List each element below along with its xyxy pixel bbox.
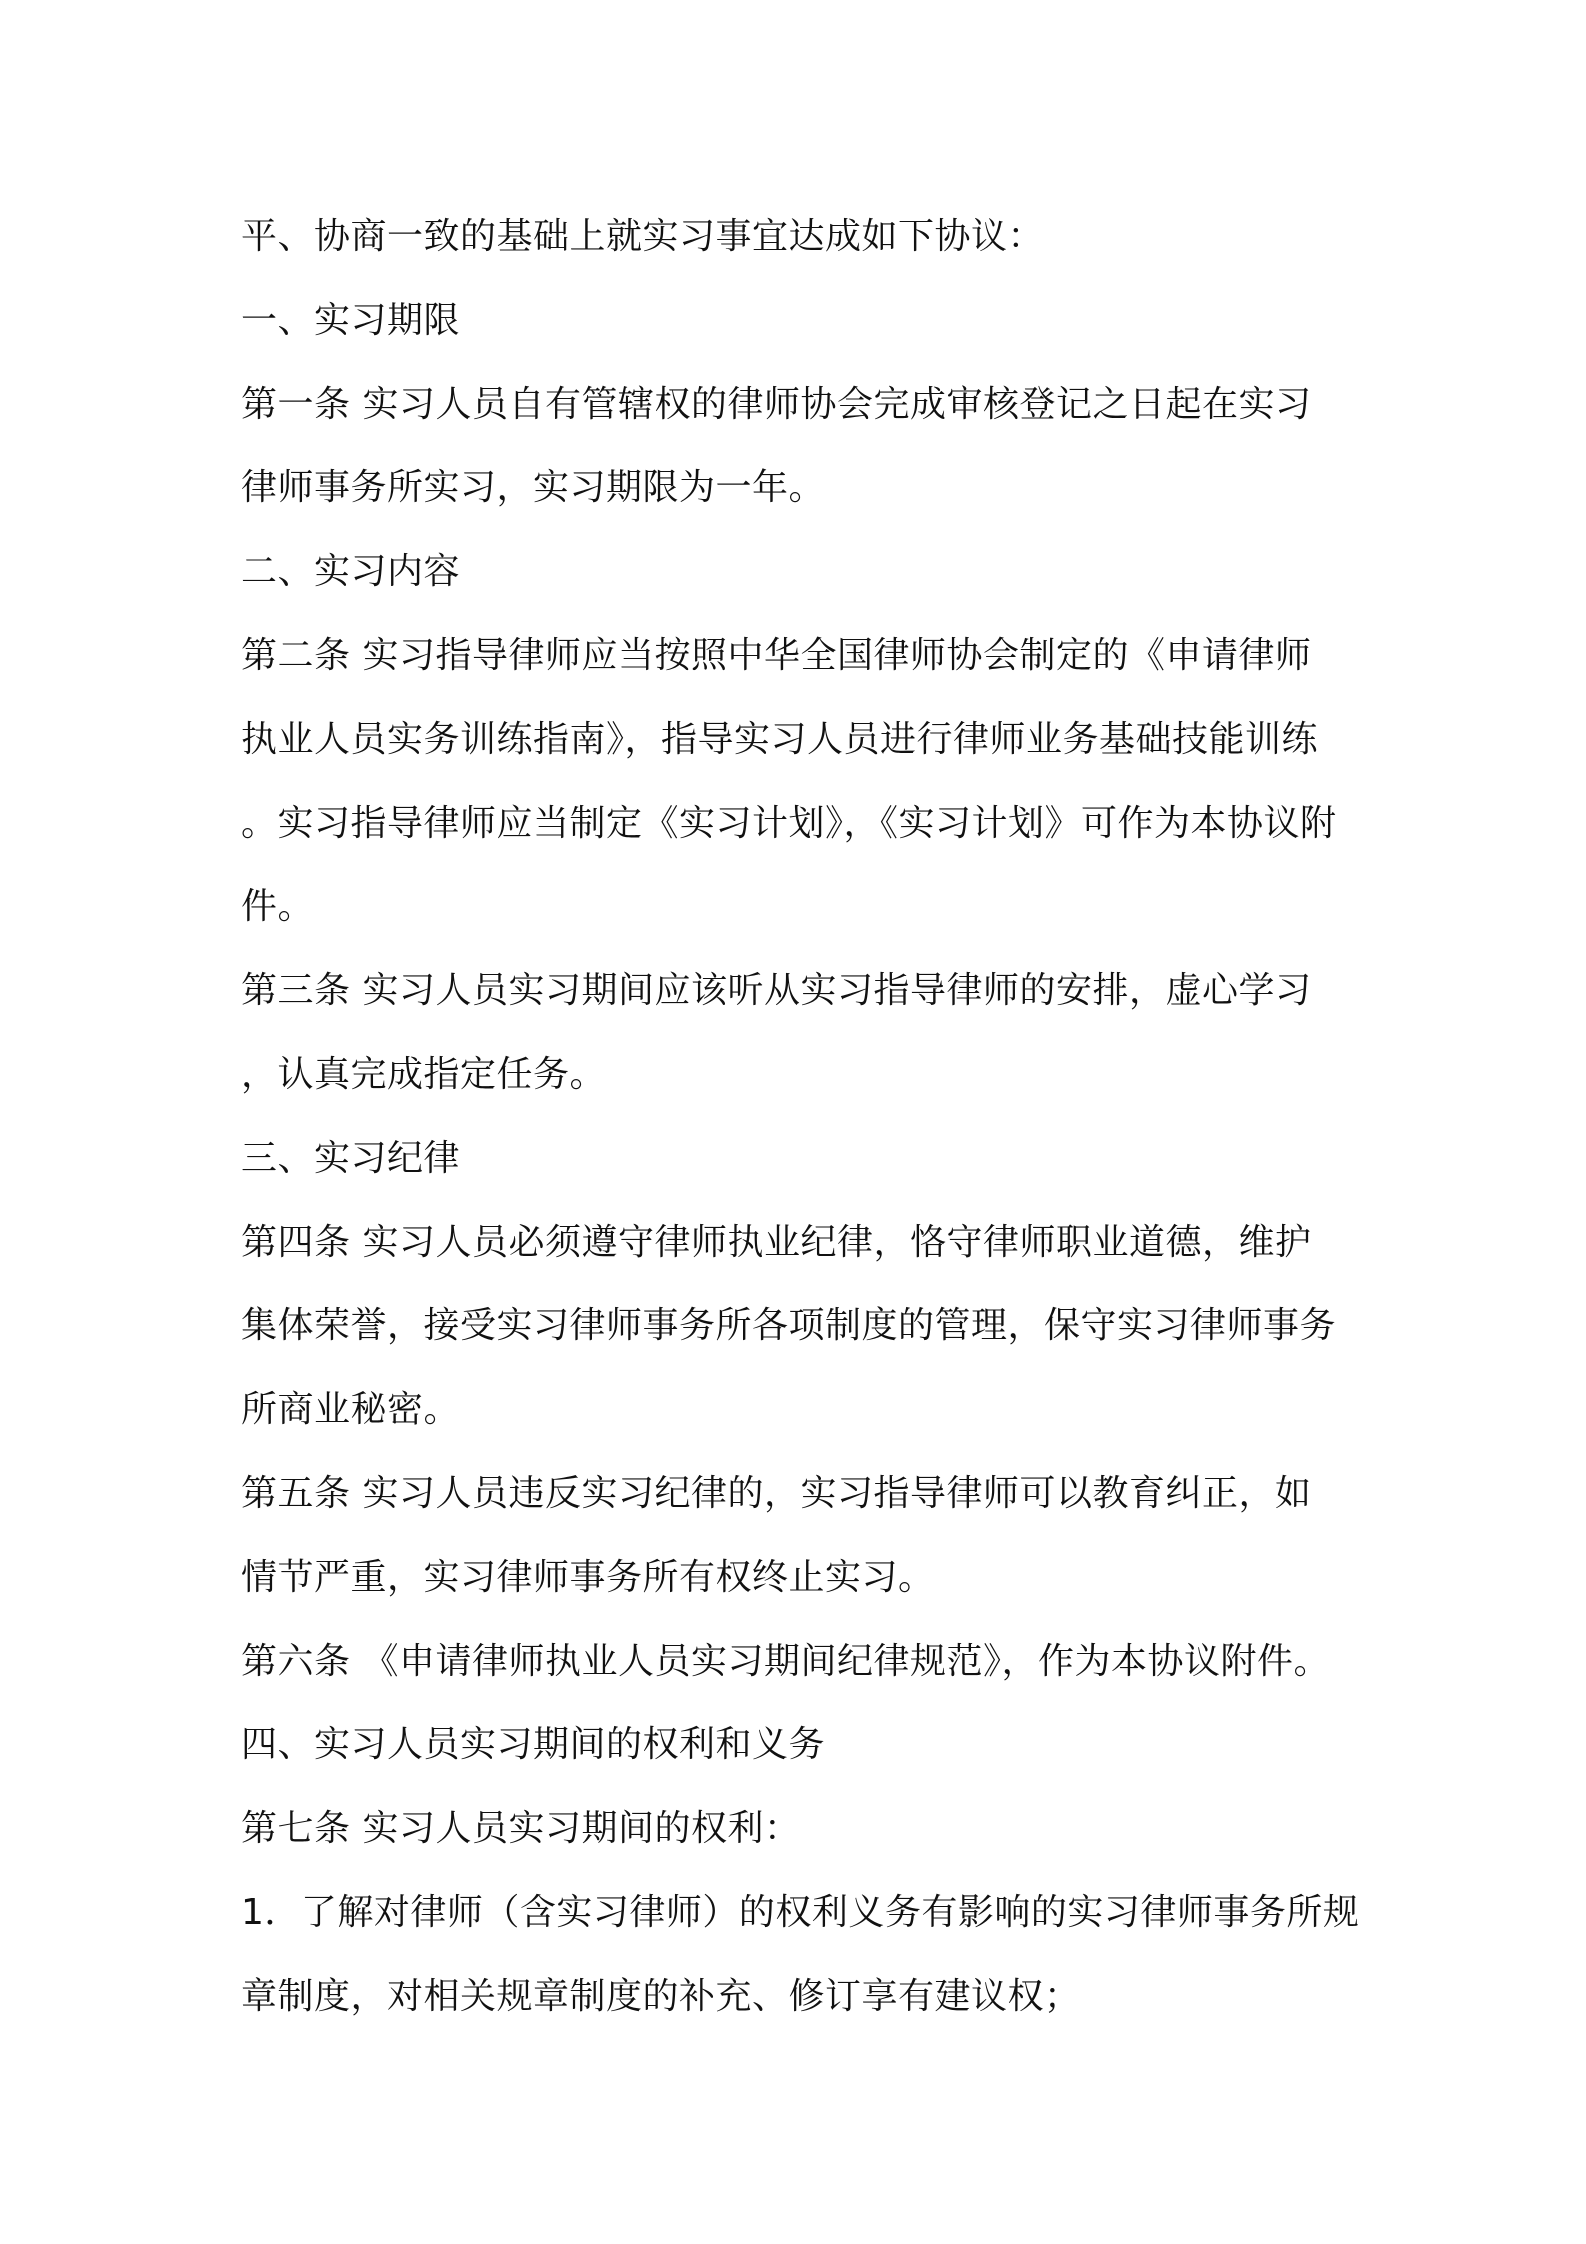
- text-line: 第七条 实习人员实习期间的权利：: [241, 1808, 801, 1850]
- text-line: 第二条 实习指导律师应当按照中华全国律师协会制定的《申请律师: [241, 634, 1312, 676]
- text-line: 件。: [241, 886, 315, 928]
- text-line: 所商业秘密。: [241, 1389, 461, 1431]
- text-line: 。实习指导律师应当制定《实习计划》，《实习计划》可作为本协议附: [241, 802, 1337, 844]
- text-line: 1．了解对律师（含实习律师）的权利义务有影响的实习律师事务所规: [241, 1891, 1360, 1933]
- document-body: [241, 195, 1361, 2039]
- text-line: 章制度，对相关规章制度的补充、修订享有建议权；: [241, 1975, 1081, 2017]
- text-line: 平、协商一致的基础上就实习事宜达成如下协议：: [241, 216, 1045, 257]
- text-line: 集体荣誉，接受实习律师事务所各项制度的管理，保守实习律师事务: [241, 1305, 1337, 1347]
- text-line: 第四条 实习人员必须遵守律师执业纪律，恪守律师职业道德，维护: [241, 1221, 1312, 1263]
- text-line: 执业人员实务训练指南》，指导实习人员进行律师业务基础技能训练: [241, 718, 1319, 760]
- text-line: ，认真完成指定任务。: [241, 1053, 607, 1095]
- text-line: 第六条 《申请律师执业人员实习期间纪律规范》，作为本协议附件。: [241, 1640, 1330, 1682]
- text-line: 第一条 实习人员自有管辖权的律师协会完成审核登记之日起在实习: [241, 383, 1312, 425]
- section-heading: 二、实习内容: [241, 551, 461, 593]
- section-heading: 四、实习人员实习期间的权利和义务: [241, 1724, 826, 1766]
- text-line: 第五条 实习人员违反实习纪律的，实习指导律师可以教育纠正，如: [241, 1472, 1312, 1514]
- section-heading: 一、实习期限: [241, 299, 461, 341]
- text-line: 情节严重，实习律师事务所有权终止实习。: [241, 1556, 935, 1598]
- text-line: 第三条 实习人员实习期间应该听从实习指导律师的安排，虚心学习: [241, 970, 1312, 1012]
- section-heading: 三、实习纪律: [241, 1137, 461, 1179]
- text-line: 律师事务所实习，实习期限为一年。: [241, 467, 826, 509]
